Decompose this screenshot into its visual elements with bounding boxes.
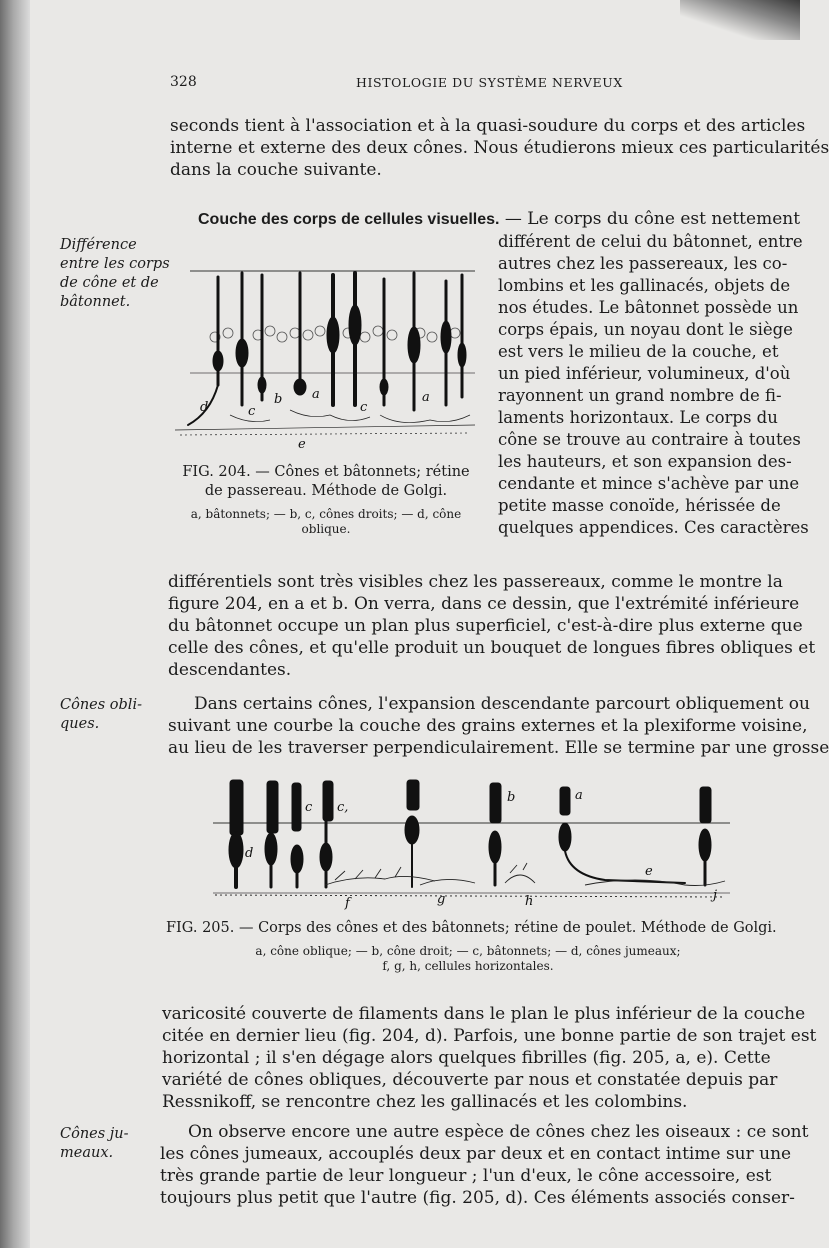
text-line: très grande partie de leur longueur ; l'un d'eux, le cône accessoire, est: [160, 1166, 772, 1186]
text-line: variété de cônes obliques, découverte par nous et constatée depuis par: [162, 1070, 778, 1090]
label-e: e: [645, 864, 653, 879]
text-line: citée en dernier lieu (fig. 204, d). Parfois, une bonne partie de son trajet est: [162, 1026, 817, 1046]
caption-title-line: FIG. 205. — Corps des cônes et des bâtonnets; rétine de poulet. Méthode de Golgi.: [166, 920, 777, 936]
text-line: est vers le milieu de la couche, et: [498, 342, 779, 361]
text-line: différentiels sont très visibles chez les passereaux, comme le montre la: [168, 572, 783, 592]
paragraph-obliques: [168, 693, 829, 759]
text-line: au lieu de les traverser perpendiculairement. Elle se termine par une grosse: [168, 738, 829, 758]
label-c: c: [305, 800, 313, 815]
text-line: celle des cônes, et qu'elle produit un bouquet de longues fibres obliques et: [168, 638, 816, 658]
running-title: HISTOLOGIE DU SYSTÈME NERVEUX: [356, 75, 623, 90]
label-b: b: [507, 790, 516, 805]
text-line: varicosité couverte de filaments dans le plan le plus inférieur de la couche: [162, 1004, 806, 1024]
margin-note-line: Cônes obli-: [60, 697, 142, 713]
label-c: c,: [337, 800, 349, 815]
text-line: cône se trouve au contraire à toutes: [498, 430, 801, 449]
section-heading-rest: — Le corps du cône est nettement: [499, 209, 801, 229]
figure-204-labels: [200, 387, 430, 452]
page-corner-shadow: [680, 0, 800, 40]
label-e: e: [298, 437, 306, 452]
text-line: horizontal ; il s'en dégage alors quelques fibrilles (fig. 205, a, e). Cette: [162, 1048, 771, 1068]
margin-note-line: bâtonnet.: [60, 294, 131, 310]
figure-204-caption: [176, 463, 476, 537]
margin-note-difference: [60, 236, 170, 312]
label-a: a: [422, 390, 430, 405]
paragraph-intro: [170, 115, 829, 181]
text-line: On observe encore une autre espèce de cônes chez les oiseaux : ce sont: [188, 1122, 809, 1142]
text-line: cendante et mince s'achève par une: [498, 474, 800, 493]
text-line: nos études. Le bâtonnet possède un: [498, 298, 799, 317]
text-line: corps épais, un noyau dont le siège: [498, 320, 793, 339]
text-line: laments horizontaux. Le corps du: [498, 408, 778, 427]
text-line: quelques appendices. Ces caractères: [498, 518, 809, 537]
page-binding-shadow: [0, 0, 30, 1248]
text-line: lombins et les gallinacés, objets de: [498, 276, 791, 295]
cells-group: [229, 780, 711, 887]
text-line: les cônes jumeaux, accouplés deux par deux et en contact intime sur une: [160, 1144, 792, 1164]
section-first-line: [198, 208, 801, 231]
label-c: c: [360, 400, 368, 415]
text-line: toujours plus petit que l'autre (fig. 205, d). Ces éléments associés conser-: [160, 1188, 795, 1208]
label-a: a: [575, 788, 583, 803]
caption-title-line: FIG. 204. — Cônes et bâtonnets; rétine: [182, 464, 470, 480]
paragraph-jumeaux: [160, 1121, 809, 1209]
text-line: suivant une courbe la couche des grains externes et la plexiforme voisine,: [168, 716, 808, 736]
caption-legend-line: a, cône oblique; — b, cône droit; — c, bâtonnets; — d, cônes jumeaux;: [255, 944, 681, 958]
caption-title-line: de passereau. Méthode de Golgi.: [204, 483, 448, 499]
text-line: rayonnent un grand nombre de fi-: [498, 386, 782, 405]
text-line: seconds tient à l'association et à la quasi-soudure du corps et des articles: [170, 116, 806, 136]
text-line: les hauteurs, et son expansion des-: [498, 452, 792, 471]
page-number: 328: [170, 74, 197, 90]
text-line: interne et externe des deux cônes. Nous étudierons mieux ces particularités: [170, 138, 829, 158]
text-line: du bâtonnet occupe un plan plus superficiel, c'est-à-dire plus externe que: [168, 616, 803, 636]
text-line: dans la couche suivante.: [170, 160, 382, 180]
label-h: h: [525, 894, 534, 909]
label-d: d: [245, 846, 254, 861]
text-line: Dans certains cônes, l'expansion descendante parcourt obliquement ou: [194, 694, 810, 714]
margin-note-line: Cônes ju-: [60, 1126, 129, 1142]
text-line: descendantes.: [168, 660, 292, 680]
label-a: a: [312, 387, 320, 402]
figure-204-illustration: [170, 265, 482, 455]
caption-legend-line: f, g, h, cellules horizontales.: [382, 959, 554, 973]
margin-note-obliques: [60, 696, 142, 734]
text-line: petite masse conoïde, hérissée de: [498, 496, 781, 515]
margin-note-line: de cône et de: [60, 275, 159, 291]
margin-note-line: ques.: [60, 716, 100, 732]
text-line: Ressnikoff, se rencontre chez les gallinacés et les colombins.: [162, 1092, 688, 1112]
caption-legend-line: oblique.: [301, 522, 351, 536]
label-c: c: [248, 404, 256, 419]
wrapped-text-column: [498, 231, 809, 539]
section-heading: Couche des corps de cellules visuelles.: [198, 211, 500, 228]
margin-note-line: Différence: [60, 237, 137, 253]
margin-note-jumeaux: [60, 1125, 129, 1163]
label-f: f: [345, 896, 350, 911]
label-d: d: [200, 400, 209, 415]
section-heading-line: [198, 208, 801, 231]
figure-205-caption: [166, 919, 777, 974]
paragraph-varicosite: [162, 1003, 817, 1113]
margin-note-line: entre les corps: [60, 256, 170, 272]
text-line: figure 204, en a et b. On verra, dans ce dessin, que l'extrémité inférieure: [168, 594, 800, 614]
text-line: différent de celui du bâtonnet, entre: [498, 232, 803, 251]
paragraph-differential: [168, 571, 816, 681]
figure-205-illustration: [205, 775, 735, 910]
text-line: un pied inférieur, volumineux, d'où: [498, 364, 791, 383]
label-g: g: [437, 892, 446, 907]
page-header: [170, 74, 770, 94]
margin-note-line: meaux.: [60, 1145, 114, 1161]
figure-205-labels: [245, 788, 717, 911]
label-j: j: [713, 888, 718, 903]
plexiform-fibres: [175, 410, 475, 435]
text-line: autres chez les passereaux, les co-: [498, 254, 788, 273]
label-b: b: [274, 392, 283, 407]
caption-legend-line: a, bâtonnets; — b, c, cônes droits; — d, cône: [190, 507, 462, 521]
